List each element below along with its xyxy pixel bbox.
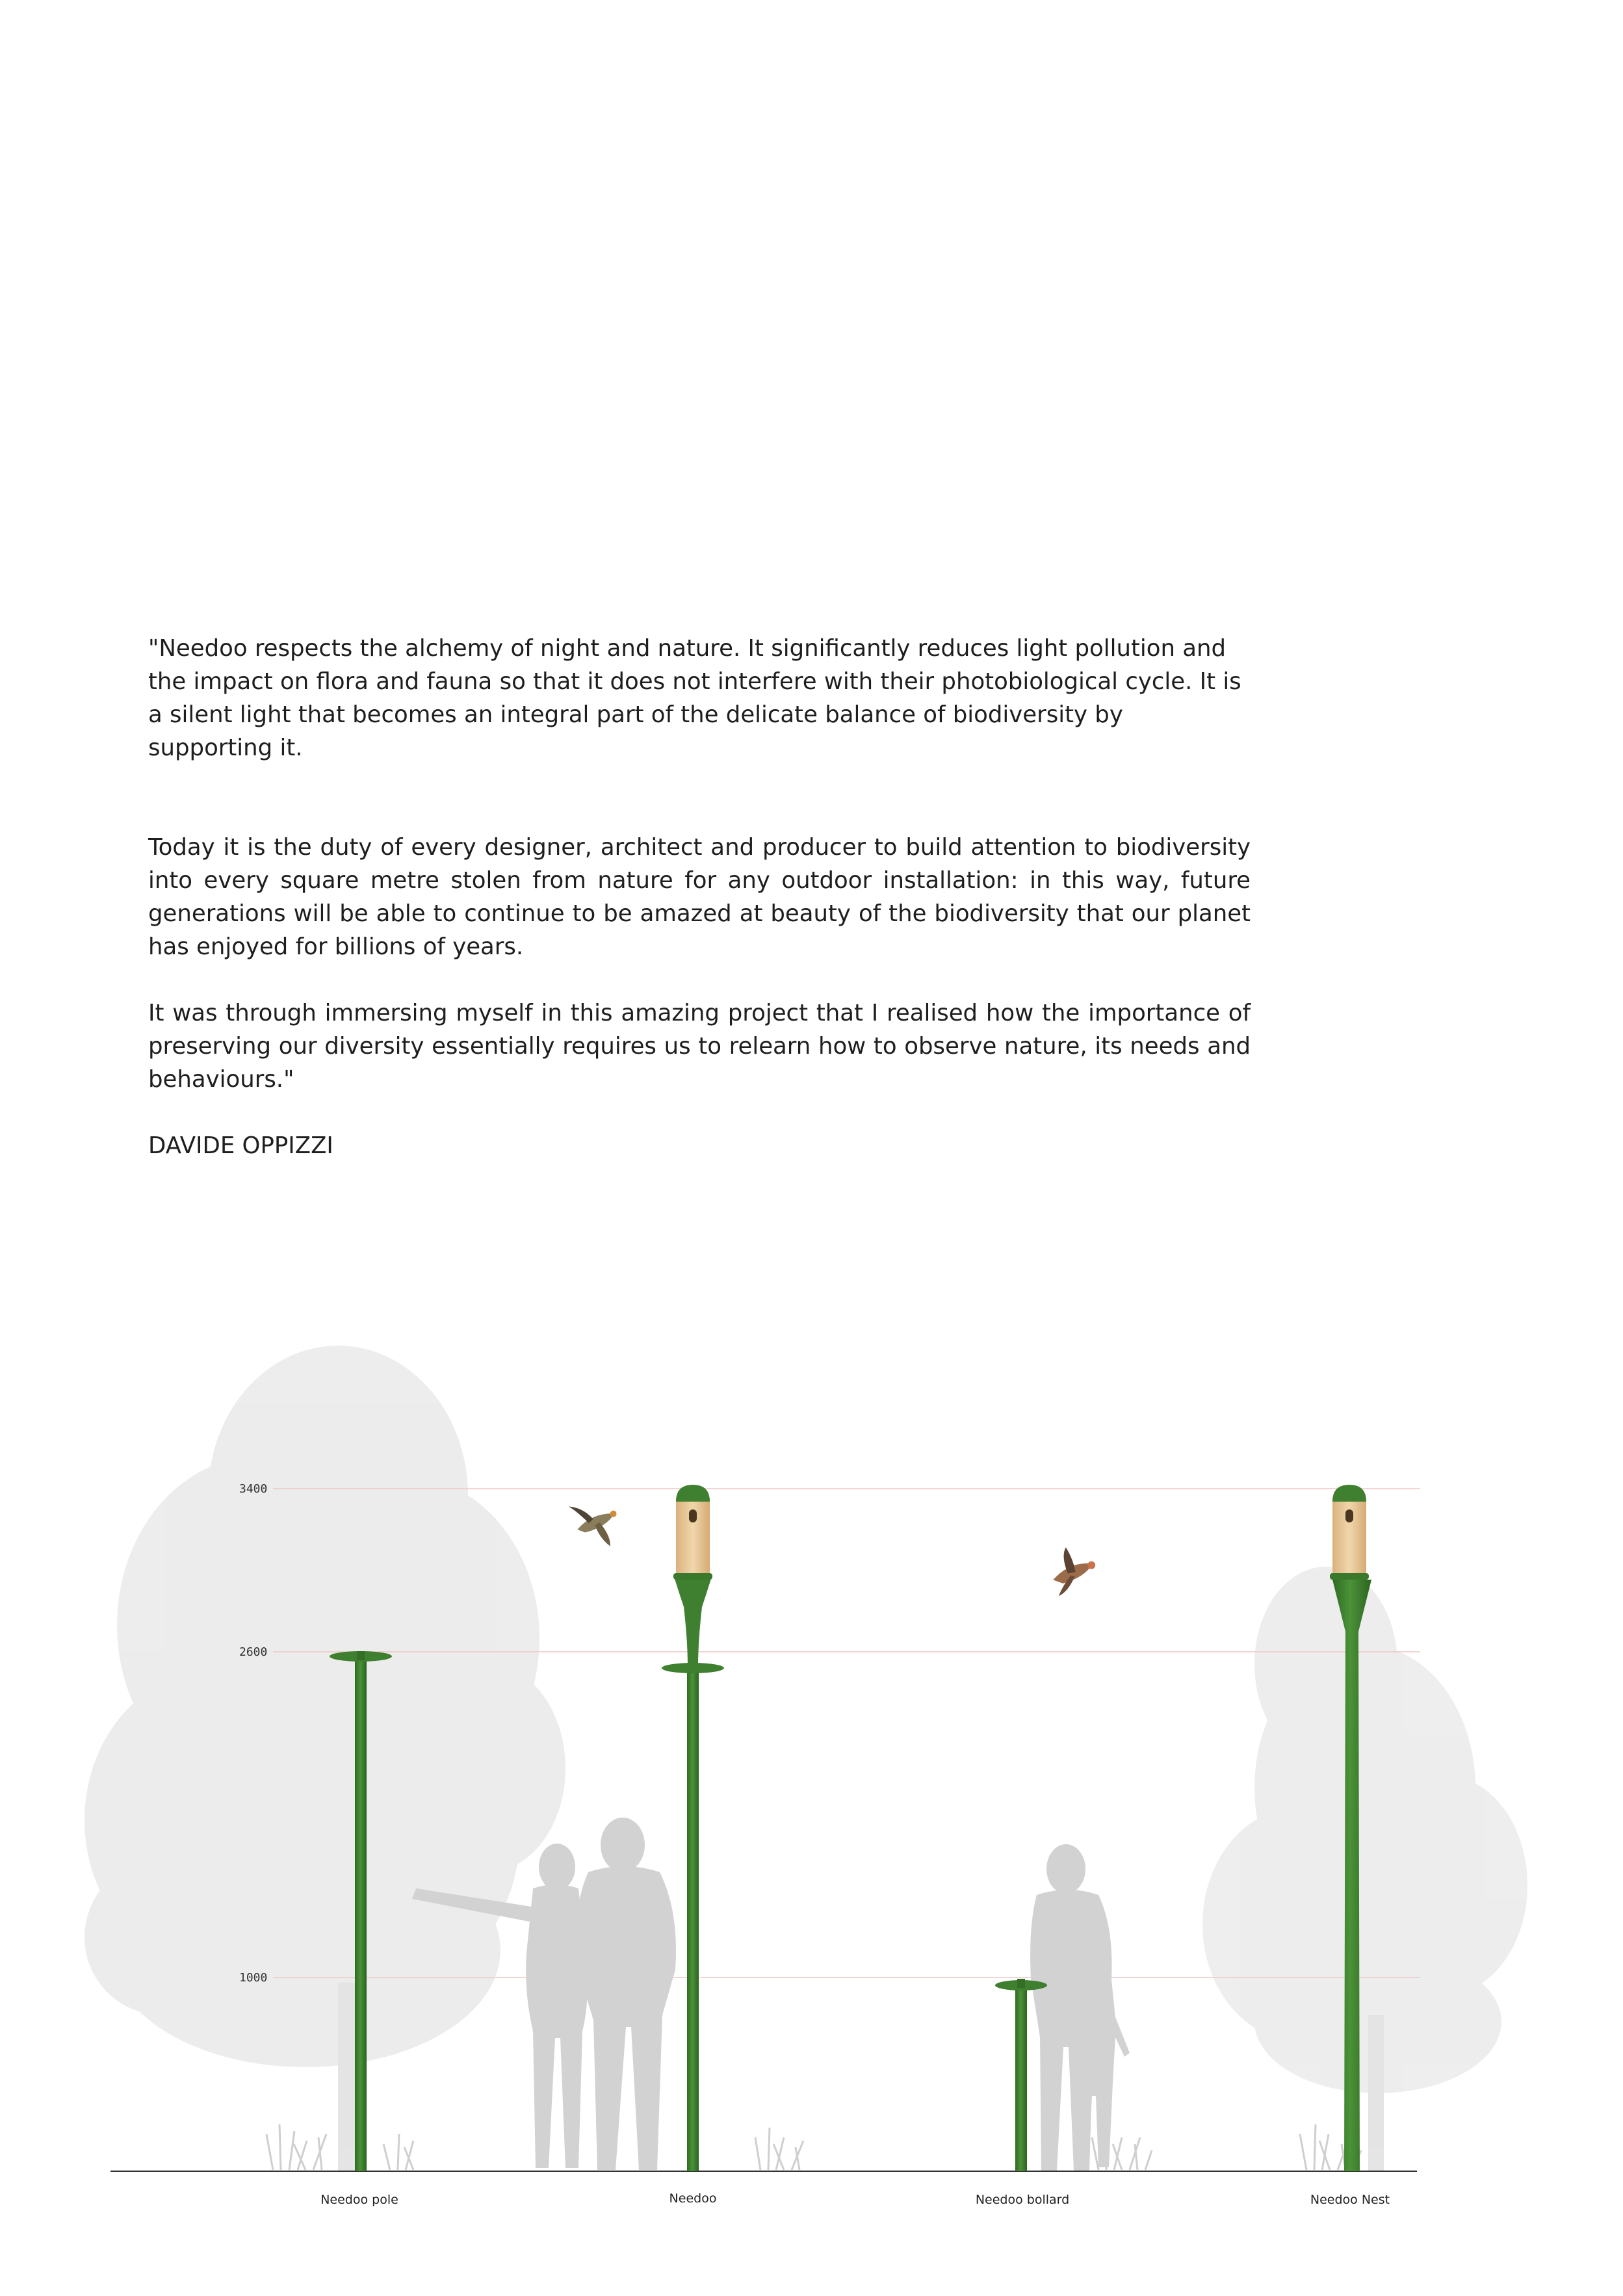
quote-author: DAVIDE OPPIZZI	[148, 1132, 333, 1159]
tree-right-silhouette	[1202, 1567, 1527, 2171]
needoo-product	[662, 1485, 724, 2171]
label-needoo-pole: Needoo pole	[320, 2193, 398, 2207]
adult-child-silhouette	[1030, 1844, 1130, 2171]
height-mark-3400: 3400	[239, 1482, 268, 1496]
grass-tufts	[266, 2124, 1361, 2170]
label-needoo: Needoo	[669, 2191, 717, 2206]
label-needoo-nest: Needoo Nest	[1310, 2193, 1390, 2207]
bird-left-icon	[569, 1493, 626, 1555]
quote-paragraph-3: It was through immersing myself in this amazing project that I realised how the importance of preserving our diversity essentially requires us to relearn how to observe nature, its needs and behaviours."	[148, 1000, 1251, 1093]
height-mark-1000: 1000	[239, 1971, 268, 1985]
height-mark-2600: 2600	[239, 1645, 268, 1659]
bird-right-icon	[1048, 1543, 1099, 1597]
quote-paragraph-2: Today it is the duty of every designer, architect and producer to build attention to biodiversity into every square metre stolen from nature for any outdoor installation: in this way, future generations will be able to continue to be amazed at beauty of the biodiversity that our planet has enjoyed for billions of years.	[148, 834, 1251, 960]
label-needoo-bollard: Needoo bollard	[975, 2193, 1070, 2207]
quote-paragraph-1: "Needoo respects the alchemy of night and nature. It significantly reduces light pollution and the impact on flora and fauna so that it does not interfere with their photobiological cycle. It is a silent light that becomes an integral part of the delicate balance of biodiversity by supporting it.	[148, 635, 1241, 761]
quote-block	[148, 632, 1251, 1162]
tree-left-silhouette	[84, 1346, 565, 2171]
product-elevation-diagram	[0, 1300, 1623, 2223]
